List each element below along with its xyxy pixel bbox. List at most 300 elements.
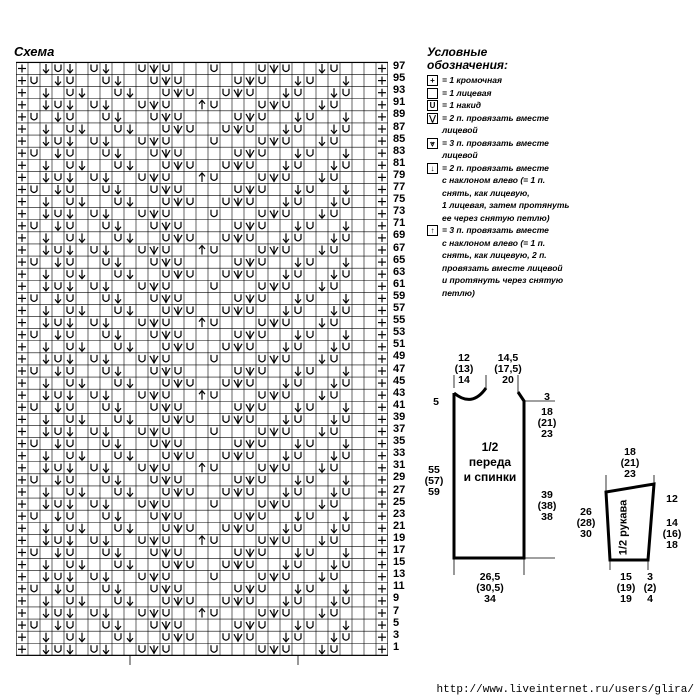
chart-cell-down: [343, 330, 349, 339]
chart-cell-u: [283, 645, 289, 652]
chart-cell-u: [223, 379, 229, 386]
chart-cell-u: [67, 185, 73, 192]
chart-cell-plus: [378, 270, 386, 278]
chart-cell-down: [79, 306, 85, 315]
chart-cell-plus: [378, 391, 386, 399]
chart-cell-k3: [270, 500, 278, 508]
chart-cell-plus: [378, 561, 386, 569]
chart-cell-down: [283, 524, 289, 533]
chart-cell-u: [343, 270, 349, 277]
chart-cell-u: [163, 500, 169, 507]
chart-cell-u: [331, 319, 337, 326]
row-number: 13: [393, 568, 406, 581]
chart-cell-u: [283, 173, 289, 180]
armhole-depth: 18 (21) 23: [537, 406, 557, 440]
chart-cell-plus: [18, 306, 26, 314]
chart-cell-u: [67, 113, 73, 120]
chart-cell-plus: [18, 258, 26, 266]
chart-cell-down: [103, 427, 109, 436]
row-number: 43: [393, 386, 406, 399]
row-number: 41: [393, 398, 406, 411]
chart-cell-u: [163, 536, 169, 543]
chart-cell-down: [115, 185, 121, 194]
chart-cell-u: [259, 137, 265, 144]
chart-cell-plus: [378, 246, 386, 254]
chart-cell-u: [115, 415, 121, 422]
chart-cell-u: [331, 246, 337, 253]
chart-cell-u: [139, 137, 145, 144]
chart-cell-u: [163, 137, 169, 144]
chart-cell-u: [259, 500, 265, 507]
chart-cell-u: [295, 633, 301, 640]
chart-cell-u: [259, 440, 265, 447]
chart-cell-u: [259, 173, 265, 180]
chart-cell-down: [43, 379, 49, 388]
chart-cell-u: [211, 210, 217, 217]
chart-cell-down: [67, 318, 73, 327]
sleeve-top: 18 (21) 23: [620, 446, 640, 480]
row-number: 71: [393, 217, 406, 230]
chart-cell-plus: [18, 185, 26, 193]
chart-cell-u: [31, 512, 37, 519]
chart-cell-down: [115, 584, 121, 593]
chart-cell-u: [235, 548, 241, 555]
chart-cell-down: [127, 233, 133, 242]
chart-cell-down: [295, 76, 301, 85]
chart-cell-u: [115, 198, 121, 205]
chart-cell-u: [247, 524, 253, 531]
chart-cell-u: [151, 222, 157, 229]
chart-cell-down: [343, 294, 349, 303]
chart-cell-k3: [246, 621, 254, 629]
row-number: 69: [393, 229, 406, 242]
chart-cell-down: [67, 391, 73, 400]
chart-cell-plus: [378, 282, 386, 290]
chart-cell-u: [223, 597, 229, 604]
chart-cell-u: [163, 319, 169, 326]
row-number: 11: [393, 580, 405, 593]
row-number: 85: [393, 132, 406, 145]
chart-cell-k3: [270, 645, 278, 653]
chart-cell-down: [127, 197, 133, 206]
chart-cell-u: [163, 379, 169, 386]
chart-cell-down: [331, 560, 337, 569]
chart-cell-down: [67, 282, 73, 291]
chart-cell-u: [67, 331, 73, 338]
chart-cell-u: [211, 101, 217, 108]
row-number: 15: [393, 556, 406, 569]
chart-cell-down: [295, 548, 301, 557]
chart-cell-u: [295, 125, 301, 132]
row-number: 23: [393, 507, 406, 520]
chart-cell-down: [319, 137, 325, 146]
chart-cell-u: [139, 500, 145, 507]
chart-cell-u: [139, 464, 145, 471]
chart-cell-u: [67, 89, 73, 96]
plus-icon: +: [427, 75, 438, 86]
row-number: 83: [393, 144, 406, 157]
chart-cell-plus: [18, 331, 26, 339]
chart-cell-down: [103, 463, 109, 472]
chart-cell-u: [163, 609, 169, 616]
chart-cell-k3: [246, 331, 254, 339]
chart-cell-plus: [378, 125, 386, 133]
chart-cell-plus: [378, 476, 386, 484]
chart-cell-k3: [174, 234, 182, 242]
chart-cell-down: [331, 633, 337, 642]
chart-cell-k3: [270, 101, 278, 109]
chart-cell-plus: [18, 633, 26, 641]
chart-cell-u: [235, 258, 241, 265]
chart-cell-k3: [174, 597, 182, 605]
chart-cell-u: [163, 488, 169, 495]
chart-cell-k3: [162, 77, 170, 85]
chart-cell-down: [319, 500, 325, 509]
row-number: 95: [393, 72, 406, 85]
legend-item: ⩔ = 3 п. провязать вместе: [427, 137, 549, 149]
chart-cell-k3: [234, 234, 242, 242]
chart-cell-down: [43, 282, 49, 291]
chart-cell-u: [67, 77, 73, 84]
chart-cell-plus: [18, 609, 26, 617]
chart-cell-u: [151, 585, 157, 592]
chart-cell-u: [187, 524, 193, 531]
chart-cell-u: [55, 246, 61, 253]
chart-cell-u: [31, 258, 37, 265]
chart-cell-u: [55, 645, 61, 652]
chart-cell-plus: [378, 427, 386, 435]
chart-cell-u: [163, 573, 169, 580]
chart-cell-down: [43, 463, 49, 472]
chart-cell-u: [223, 452, 229, 459]
chart-cell-u: [307, 585, 313, 592]
chart-cell-k3: [246, 258, 254, 266]
chart-cell-u: [67, 125, 73, 132]
chart-cell-down: [103, 391, 109, 400]
chart-cell-plus: [378, 77, 386, 85]
chart-cell-plus: [18, 621, 26, 629]
chart-cell-plus: [18, 464, 26, 472]
chart-cell-down: [283, 306, 289, 315]
chart-cell-u: [103, 258, 109, 265]
chart-cell-k3: [162, 222, 170, 230]
chart-cell-u: [211, 464, 217, 471]
chart-cell-u: [235, 621, 241, 628]
chart-cell-u: [163, 210, 169, 217]
chart-cell-down: [43, 645, 49, 654]
chart-cell-u: [163, 282, 169, 289]
chart-cell-down: [79, 342, 85, 351]
chart-cell-k3: [174, 125, 182, 133]
chart-cell-u: [67, 343, 73, 350]
chart-cell-u: [103, 367, 109, 374]
row-number: 73: [393, 205, 406, 218]
chart-cell-plus: [378, 452, 386, 460]
chart-cell-plus: [378, 645, 386, 653]
chart-cell-u: [235, 77, 241, 84]
chart-cell-u: [259, 222, 265, 229]
chart-cell-down: [103, 245, 109, 254]
chart-cell-k3: [174, 198, 182, 206]
chart-cell-u: [115, 125, 121, 132]
chart-cell-plus: [378, 633, 386, 641]
legend-text-line: снять, как лицевую, 2 п.: [442, 250, 547, 260]
chart-cell-u: [223, 198, 229, 205]
chart-cell-u: [163, 89, 169, 96]
chart-cell-plus: [18, 561, 26, 569]
chart-cell-down: [55, 548, 61, 557]
chart-cell-down: [67, 209, 73, 218]
chart-cell-k3: [246, 512, 254, 520]
chart-cell-u: [331, 137, 337, 144]
chart-cell-u: [223, 488, 229, 495]
chart-cell-u: [211, 573, 217, 580]
chart-cell-u: [259, 645, 265, 652]
chart-cell-plus: [18, 161, 26, 169]
legend-text-line: лицевой: [442, 125, 478, 135]
chart-cell-k3: [174, 379, 182, 387]
chart-cell-u: [91, 101, 97, 108]
chart-cell-down: [67, 645, 73, 654]
side-length: 39 (38) 38: [537, 489, 557, 523]
row-number: 21: [393, 519, 406, 532]
chart-cell-down: [331, 161, 337, 170]
chart-cell-k3: [234, 488, 242, 496]
chart-cell-k3: [150, 427, 158, 435]
chart-cell-plus: [378, 319, 386, 327]
shoulder-slope: 3: [544, 391, 550, 403]
chart-cell-down: [331, 524, 337, 533]
row-number: 97: [393, 60, 406, 72]
chart-cell-down: [67, 608, 73, 617]
chart-cell-down: [55, 403, 61, 412]
chart-cell-u: [307, 294, 313, 301]
chart-cell-u: [175, 476, 181, 483]
chart-cell-down: [43, 536, 49, 545]
chart-cell-u: [259, 101, 265, 108]
chart-cell-down: [79, 161, 85, 170]
chart-cell-plus: [378, 64, 386, 72]
body-length: 55 (57) 59: [424, 464, 444, 498]
chart-cell-plus: [18, 512, 26, 520]
chart-cell-u: [295, 198, 301, 205]
chart-cell-plus: [18, 585, 26, 593]
chart-cell-u: [247, 379, 253, 386]
chart-cell-u: [307, 476, 313, 483]
chart-cell-down: [79, 415, 85, 424]
chart-cell-down: [343, 258, 349, 267]
chart-cell-u: [115, 234, 121, 241]
chart-cell-k3: [234, 597, 242, 605]
chart-cell-k3: [234, 198, 242, 206]
chart-cell-u: [235, 222, 241, 229]
chart-cell-u: [211, 355, 217, 362]
chart-cell-plus: [378, 173, 386, 181]
chart-cell-u: [259, 609, 265, 616]
chart-cell-down: [283, 596, 289, 605]
chart-cell-k3: [234, 161, 242, 169]
chart-cell-u: [163, 452, 169, 459]
chart-cell-up: [199, 536, 205, 545]
chart-cell-down: [283, 124, 289, 133]
chart-cell-u: [343, 597, 349, 604]
chart-cell-down: [331, 124, 337, 133]
chart-cell-down: [331, 596, 337, 605]
chart-cell-u: [187, 561, 193, 568]
chart-cell-u: [211, 427, 217, 434]
row-number: 49: [393, 350, 406, 363]
chart-cell-k3: [270, 536, 278, 544]
chart-cell-plus: [18, 173, 26, 181]
chart-cell-down: [319, 64, 325, 73]
row-number: 25: [393, 495, 406, 508]
chart-cell-down: [55, 112, 61, 121]
chart-cell-u: [163, 524, 169, 531]
chart-cell-down: [295, 149, 301, 158]
row-number: 59: [393, 289, 406, 302]
chart-cell-down: [67, 137, 73, 146]
chart-cell-u: [295, 89, 301, 96]
chart-cell-down: [43, 415, 49, 424]
chart-cell-down: [43, 209, 49, 218]
chart-cell-down: [295, 403, 301, 412]
chart-cell-down: [43, 137, 49, 146]
chart-cell-plus: [18, 137, 26, 145]
chart-cell-plus: [378, 512, 386, 520]
chart-cell-u: [55, 319, 61, 326]
chart-cell-plus: [378, 597, 386, 605]
chart-title: Схема: [14, 44, 55, 59]
row-number: 39: [393, 410, 406, 423]
chart-cell-plus: [18, 149, 26, 157]
chart-cell-down: [67, 500, 73, 509]
chart-cell-down: [67, 173, 73, 182]
chart-cell-k3: [270, 355, 278, 363]
chart-cell-u: [91, 319, 97, 326]
chart-cell-u: [259, 210, 265, 217]
chart-cell-down: [283, 197, 289, 206]
chart-cell-k3: [150, 464, 158, 472]
chart-cell-plus: [18, 548, 26, 556]
chart-cell-u: [307, 77, 313, 84]
chart-cell-down: [79, 596, 85, 605]
chart-cell-u: [103, 621, 109, 628]
chart-cell-u: [67, 561, 73, 568]
row-number: 31: [393, 459, 406, 472]
chart-cell-u: [139, 282, 145, 289]
chart-cell-u: [67, 294, 73, 301]
chart-cell-down: [79, 233, 85, 242]
chart-cell-down: [67, 536, 73, 545]
chart-cell-plus: [18, 524, 26, 532]
chart-cell-plus: [18, 367, 26, 375]
chart-cell-u: [283, 609, 289, 616]
chart-cell-down: [79, 633, 85, 642]
row-number: 65: [393, 253, 406, 266]
chart-cell-u: [187, 379, 193, 386]
chart-cell-down: [79, 270, 85, 279]
chart-cell-down: [43, 342, 49, 351]
chart-cell-plus: [18, 89, 26, 97]
legend-text-line: и протянуть через снятую: [442, 275, 564, 285]
chart-cell-down: [43, 560, 49, 569]
chart-cell-u: [139, 101, 145, 108]
chart-cell-u: [223, 561, 229, 568]
chart-cell-u: [163, 101, 169, 108]
chart-cell-u: [67, 440, 73, 447]
chart-cell-u: [223, 125, 229, 132]
chart-cell-u: [175, 294, 181, 301]
chart-cell-u: [163, 270, 169, 277]
chart-cell-plus: [378, 234, 386, 242]
chart-cell-plus: [18, 597, 26, 605]
chart-cell-u: [331, 427, 337, 434]
chart-cell-u: [91, 645, 97, 652]
chart-cell-u: [211, 500, 217, 507]
chart-cell-u: [307, 621, 313, 628]
chart-cell-k3: [174, 270, 182, 278]
sleeve-length-left: 26 (28) 30: [576, 506, 596, 540]
sleeve-label: 1/2 рукава: [617, 499, 630, 556]
chart-cell-down: [127, 306, 133, 315]
row-number: 5: [393, 616, 400, 629]
chart-cell-u: [175, 440, 181, 447]
chart-cell-u: [331, 355, 337, 362]
chart-cell-u: [67, 548, 73, 555]
chart-cell-down: [127, 342, 133, 351]
chart-cell-down: [319, 536, 325, 545]
chart-cell-u: [235, 185, 241, 192]
chart-cell-plus: [18, 488, 26, 496]
row-number: 7: [393, 604, 400, 617]
chart-cell-u: [235, 113, 241, 120]
chart-cell-u: [67, 633, 73, 640]
chart-cell-k3: [234, 306, 242, 314]
chart-cell-u: [235, 585, 241, 592]
row-number: 91: [393, 96, 406, 109]
legend-text-line: снять, как лицевую,: [442, 187, 530, 198]
chart-cell-down: [79, 379, 85, 388]
chart-cell-u: [247, 343, 253, 350]
chart-cell-down: [115, 112, 121, 121]
chart-cell-u: [211, 64, 217, 71]
chart-cell-down: [331, 306, 337, 315]
chart-cell-plus: [18, 234, 26, 242]
chart-cell-down: [283, 560, 289, 569]
chart-cell-u: [55, 391, 61, 398]
chart-cell-u: [283, 282, 289, 289]
chart-cell-plus: [18, 536, 26, 544]
chart-cell-down: [331, 88, 337, 97]
chart-cell-u: [283, 319, 289, 326]
chart-cell-down: [343, 512, 349, 521]
chart-cell-u: [307, 548, 313, 555]
legend-item: = 1 лицевая: [427, 87, 492, 99]
legend-title: Условные обозначения:: [427, 45, 508, 72]
chart-cell-k3: [162, 512, 170, 520]
chart-cell-plus: [378, 113, 386, 121]
chart-cell-u: [91, 609, 97, 616]
chart-cell-down: [295, 475, 301, 484]
chart-cell-k3: [150, 246, 158, 254]
chart-cell-u: [163, 306, 169, 313]
chart-cell-down: [115, 439, 121, 448]
chart-cell-plus: [18, 440, 26, 448]
chart-cell-k3: [174, 89, 182, 97]
sleeve-small: 3 (2) 4: [643, 571, 657, 605]
chart-cell-u: [331, 536, 337, 543]
chart-cell-k3: [150, 282, 158, 290]
